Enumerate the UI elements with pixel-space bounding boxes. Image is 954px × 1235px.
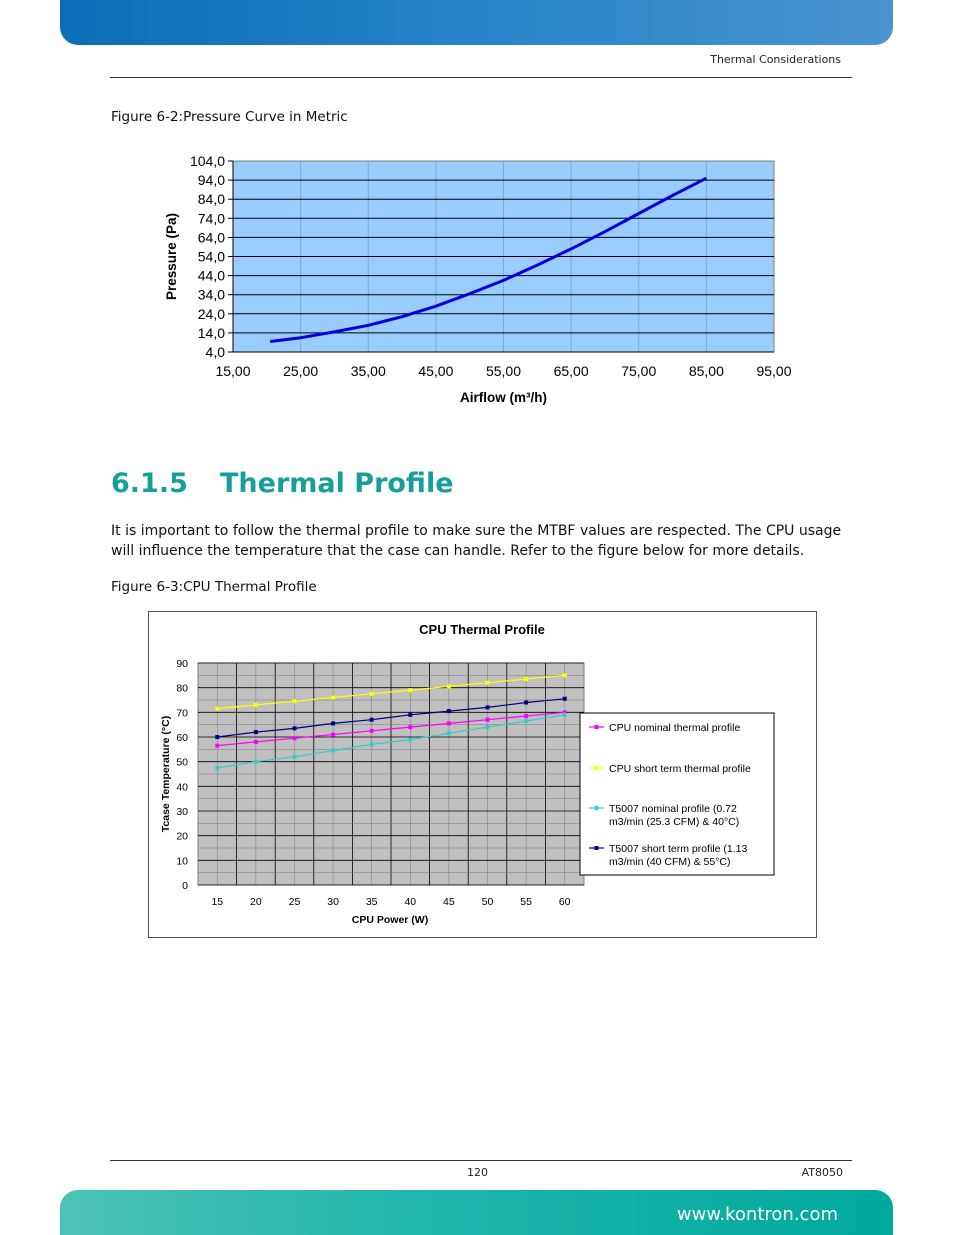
x-tick-label: 65,00 [553,363,589,379]
series-marker-2 [563,673,567,677]
y-tick-label: 60 [176,732,188,744]
x-tick-label: 95,00 [756,363,792,379]
legend-swatch-marker [595,806,599,810]
body-paragraph: It is important to follow the thermal profile to make sure the MTBF values are respected. The CPU usage will influence the temperature that the case can handle. Refer to the figure below for more details. [111,523,842,559]
series-marker-2 [447,684,451,688]
y-axis-label: Pressure (Pa) [164,212,179,301]
series-marker-1 [331,733,335,737]
y-tick-label: 70 [176,707,188,720]
series-marker-1 [486,718,490,722]
pressure-curve-chart [150,140,800,410]
x-tick-label: 60 [558,896,571,908]
chart-title: CPU Thermal Profile [419,622,545,637]
series-marker-2 [524,677,528,681]
legend-label: T5007 short term profile (1.13 m3/min (40 CFM) & 55°C) [609,843,748,868]
page-number: 120 [467,1166,488,1179]
series-marker-3 [370,742,374,746]
x-tick-label: 45,00 [418,363,454,379]
y-tick-label: 20 [176,830,188,843]
footer-banner [60,1190,893,1235]
figure-caption-pressure: Figure 6-2:Pressure Curve in Metric [111,109,348,125]
section-title: Thermal Profile [220,468,454,499]
series-marker-4 [370,718,374,722]
section-number: 6.1.5 [111,468,188,499]
series-marker-4 [524,700,528,704]
series-marker-3 [215,766,219,770]
document-id: AT8050 [801,1166,843,1179]
series-marker-3 [563,713,567,717]
series-marker-1 [408,725,412,729]
y-tick-label: 10 [176,855,188,868]
series-marker-3 [486,725,490,729]
y-axis-label: Tcase Temperature (°C) [160,715,172,833]
y-tick-label: 84,0 [197,191,225,208]
header-rule [110,77,852,78]
y-tick-label: 94,0 [197,172,225,189]
series-marker-4 [408,713,412,717]
cpu-thermal-profile-chart [148,611,817,938]
series-marker-4 [486,705,490,709]
footer-rule [110,1160,852,1161]
series-marker-3 [447,731,451,735]
x-tick-label: 40 [404,896,417,908]
legend-label: CPU short term thermal profile [609,763,751,775]
series-marker-4 [563,697,567,701]
series-marker-3 [331,749,335,753]
x-tick-label: 50 [481,896,494,908]
x-tick-label: 15 [211,896,224,908]
y-tick-label: 40 [176,781,188,794]
y-tick-label: 54,0 [197,248,225,265]
y-tick-label: 50 [176,756,188,769]
series-marker-3 [293,755,297,759]
series-marker-2 [254,703,258,707]
x-tick-label: 55,00 [485,363,522,379]
series-marker-2 [370,692,374,696]
x-tick-label: 75,00 [621,363,657,379]
y-tick-label: 0 [182,880,188,892]
y-tick-label: 30 [176,806,188,818]
series-marker-3 [524,719,528,723]
header-section-title: Thermal Considerations [710,53,841,66]
legend [580,713,774,875]
y-tick-label: 44,0 [197,267,225,284]
series-marker-3 [254,760,258,764]
x-tick-label: 15,00 [215,363,251,379]
series-marker-4 [293,726,297,730]
series-marker-4 [254,730,258,734]
series-marker-2 [215,707,219,711]
series-marker-2 [331,696,335,700]
legend-swatch-marker [595,846,599,850]
x-tick-label: 25,00 [283,363,319,379]
legend-label: T5007 nominal profile (0.72 m3/min (25.3 CFM) & 40°C) [609,803,740,828]
x-tick-label: 55 [520,896,532,908]
series-marker-2 [293,699,297,703]
y-tick-label: 64,0 [197,229,225,246]
series-marker-1 [293,736,297,740]
legend-label: CPU nominal thermal profile [609,722,741,734]
series-marker-1 [524,714,528,718]
legend-swatch-marker [595,766,599,770]
header-banner [60,0,893,45]
x-tick-label: 35 [365,896,378,908]
y-tick-label: 80 [176,682,188,695]
website-link[interactable]: www.kontron.com [676,1204,838,1225]
y-tick-label: 24,0 [197,305,225,322]
series-marker-4 [215,735,219,739]
figure-caption-cpu: Figure 6-3:CPU Thermal Profile [111,579,317,595]
y-tick-label: 104,0 [189,153,225,169]
y-tick-label: 34,0 [197,286,225,303]
x-tick-label: 20 [250,896,262,908]
series-marker-1 [447,721,451,725]
series-marker-4 [447,709,451,713]
x-tick-label: 25 [288,896,301,908]
x-axis-label: CPU Power (W) [351,914,429,926]
x-tick-label: 35,00 [350,363,386,379]
series-marker-4 [331,721,335,725]
section-heading [111,468,454,499]
series-marker-2 [408,688,412,692]
y-tick-label: 4,0 [205,344,225,360]
series-marker-3 [408,737,412,741]
x-tick-label: 45 [443,896,455,908]
series-marker-1 [215,744,219,748]
y-tick-label: 74,0 [197,210,225,227]
x-tick-label: 30 [327,896,339,908]
series-marker-2 [486,681,490,685]
series-marker-1 [254,740,258,744]
x-tick-label: 85,00 [688,363,724,379]
y-tick-label: 14,0 [197,324,225,341]
series-marker-1 [370,729,374,733]
legend-swatch-marker [595,725,599,729]
y-tick-label: 90 [176,658,188,670]
x-axis-label: Airflow (m³/h) [460,390,547,405]
